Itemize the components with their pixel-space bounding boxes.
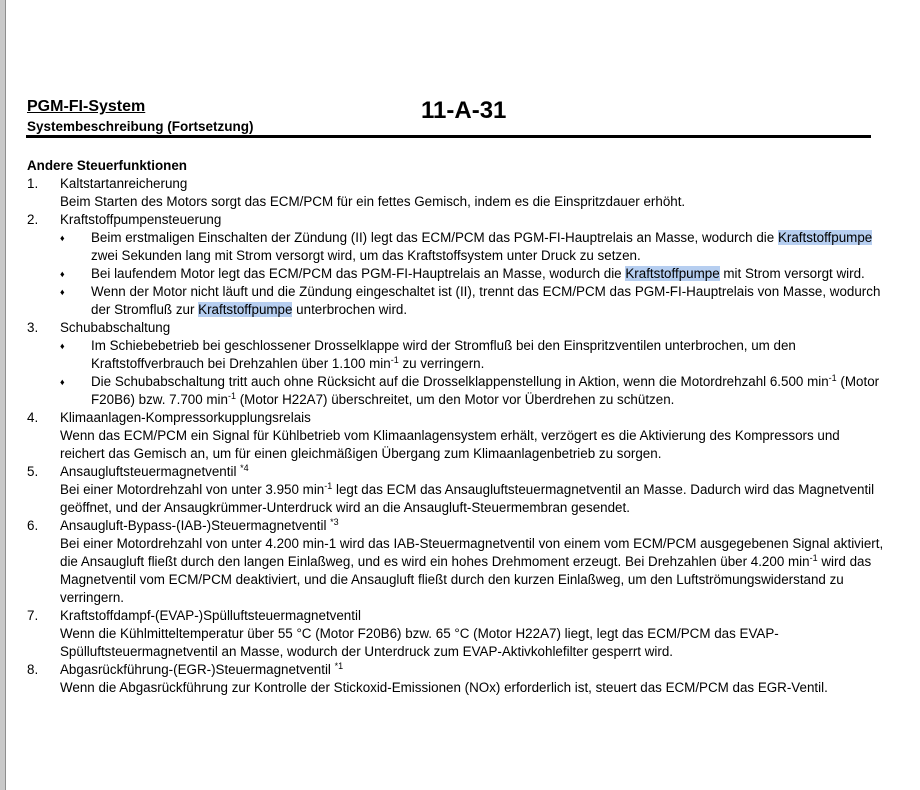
list-item xyxy=(27,661,887,697)
list-item xyxy=(27,409,887,463)
footnote-marker: *1 xyxy=(334,661,344,671)
header-rule xyxy=(26,135,871,138)
item-text: Wenn die Kühlmitteltemperatur über 55 °C (Motor F20B6) bzw. 65 °C (Motor H22A7) liegt, legt das ECM/PCM das EVAP-Spülluftsteuermagnetventil an Masse, wodurch der Unterdruck zum EVAP-Aktivkohlefilter gesperrt wird. xyxy=(60,626,779,659)
item-text: Wenn das ECM/PCM ein Signal für Kühlbetrieb vom Klimaanlagensystem erhält, verzögert es die Aktivierung des Kompressors und reichert das Gemisch an, um für einen gleichmäßigen Übergang zum Klimaanlagenbetrieb zu sorgen. xyxy=(60,428,840,461)
item-number: 8. xyxy=(27,662,39,677)
bullet-item: ♦ Beim erstmaligen Einschalten der Zündung (II) legt das ECM/PCM das PGM-FI-Hauptrelais an Masse, wodurch die Kraftstoffpumpe zwei Sekunden lang mit Strom versorgt wird, um das Kraftstoffsystem unter Druck zu setzen. xyxy=(60,230,873,263)
item-title: Kraftstoffpumpensteuerung xyxy=(60,212,222,227)
list-item xyxy=(27,517,887,607)
item-number: 3. xyxy=(27,320,39,335)
highlighted-text: Kraftstoffpumpe xyxy=(777,230,873,245)
item-text: Bei einer Motordrehzahl von unter 4.200 min-1 wird das IAB-Steuermagnetventil von einem vom ECM/PCM ausgegebenen Signal aktiviert, die Ansaugluft fließt durch den langen Einlaßweg, und es wird ein hohes Drehmoment erzeugt. Bei Drehzahlen über 4.200 $\min^{-1}$ wird das Magnetventil vom ECM/PCM deaktiviert, und die Ansaugluft fließt durch den kurzen Einlaßweg, um den Luftströmungswiderstand zu verringern. xyxy=(60,536,884,605)
section-title: Andere Steuerfunktionen xyxy=(27,158,187,173)
highlighted-text: Kraftstoffpumpe xyxy=(625,266,720,281)
list-item xyxy=(27,607,887,661)
footnote-marker: *3 xyxy=(330,517,339,527)
item-text: Bei einer Motordrehzahl von unter 3.950 $\min^{-1}$ legt das ECM das Ansaugluftsteuermagnetventil an Masse. Dadurch wird das Magnetventil geöffnet, und der Ansaugkrümmer-Unterdruck wird an die Ansaugluft-Steuermembran gesendet. xyxy=(60,481,875,515)
list-item xyxy=(27,463,887,517)
item-title: Kaltstartanreicherung xyxy=(60,176,188,191)
bullet-item: ♦ Bei laufendem Motor legt das ECM/PCM das PGM-FI-Hauptrelais an Masse, wodurch die Kraftstoffpumpe mit Strom versorgt wird. xyxy=(60,266,865,281)
bullet-item: ♦ Wenn der Motor nicht läuft und die Zündung eingeschaltet ist (II), trennt das ECM/PCM das PGM-FI-Hauptrelais von Masse, wodurch der Stromfluß zur Kraftstoffpumpe unterbrochen wird. xyxy=(60,284,881,317)
item-title: Kraftstoffdampf-(EVAP-)Spülluftsteuermagnetventil xyxy=(60,608,361,623)
item-title: Klimaanlagen-Kompressorkupplungsrelais xyxy=(60,410,311,425)
item-number: 7. xyxy=(27,608,39,623)
bullet-item: ♦ Die Schubabschaltung tritt auch ohne Rücksicht auf die Drosselklappenstellung in Aktion, wenn die Motordrehzahl 6.500 $\min^{-1}$ (Motor F20B6) bzw. 7.700 $\min^{-1}$ (Motor H22A7) überschreitet, um den Motor vor Überdrehen zu schützen. xyxy=(60,373,880,407)
item-number: 5. xyxy=(27,464,39,479)
bullet-item: ♦ Im Schiebebetrieb bei geschlossener Drosselklappe wird der Stromfluß bei den Einspritzventilen unterbrochen, um den Kraftstoffverbrauch bei Drehzahlen über 1.100 $\min^{-1}$ zu verringern. xyxy=(60,338,796,371)
page-number: 11-A-31 xyxy=(421,97,507,124)
document-body xyxy=(27,157,887,697)
bullet-icon: ♦ xyxy=(60,341,65,351)
item-title: Ansaugluftsteuermagnetventil $^{*4}$ xyxy=(60,463,249,479)
item-title: Ansaugluft-Bypass-(IAB-)Steuermagnetventil $^{*3}$ xyxy=(60,517,339,533)
footnote-marker: *4 xyxy=(240,463,249,473)
bullet-icon: ♦ xyxy=(60,377,65,387)
list-item xyxy=(27,175,887,211)
item-number: 1. xyxy=(27,176,39,191)
item-text: Wenn die Abgasrückführung zur Kontrolle der Stickoxid-Emissionen (NOx) erforderlich ist, steuert das ECM/PCM das EGR-Ventil. xyxy=(60,680,828,695)
left-border-line xyxy=(5,0,6,790)
item-number: 2. xyxy=(27,212,39,227)
item-title: Schubabschaltung xyxy=(60,320,171,335)
bullet-icon: ♦ xyxy=(60,269,65,279)
page-title: PGM-FI-System xyxy=(27,98,146,115)
item-text: Beim Starten des Motors sorgt das ECM/PCM für ein fettes Gemisch, indem es die Einspritzdauer erhöht. xyxy=(60,194,686,209)
highlighted-text: Kraftstoffpumpe xyxy=(198,302,293,317)
bullet-icon: ♦ xyxy=(60,287,65,297)
item-number: 4. xyxy=(27,410,39,425)
list-item xyxy=(27,319,887,409)
bullet-icon: ♦ xyxy=(60,233,65,243)
page-subtitle: Systembeschreibung (Fortsetzung) xyxy=(27,119,254,134)
item-number: 6. xyxy=(27,518,39,533)
item-title: Abgasrückführung-(EGR-)Steuermagnetventil $^{*1}$ xyxy=(60,661,344,677)
list-item xyxy=(27,211,887,319)
